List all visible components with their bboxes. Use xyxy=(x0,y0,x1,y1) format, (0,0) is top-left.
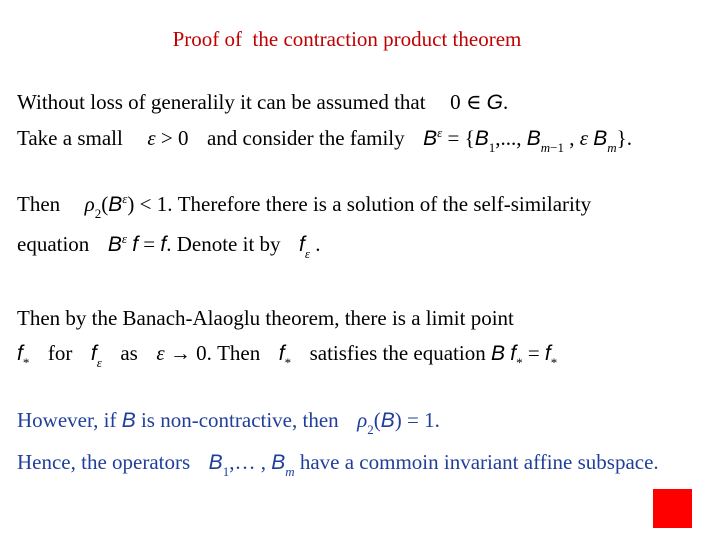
p3-l2-text-c: Then xyxy=(217,341,261,365)
p1-l2-math-a: ε > 0 xyxy=(147,126,189,150)
p3-l2-text-b: as xyxy=(120,341,138,365)
p2-l2-text-a: equation xyxy=(17,232,90,256)
p4-l2-text-a: Hence, the operators xyxy=(17,450,191,474)
p1-l2-math-b: $B^\varepsilon = \{B_1$,..., $B_{m-1}$ , ε $B_m$}. xyxy=(423,125,633,155)
p3-l2-math-e: B $f_* = f_*$ xyxy=(490,341,558,370)
p3-l2-math-d: $f_*$ xyxy=(278,342,292,370)
p2-l1-text-b: Therefore there is a solution of the self-similarity xyxy=(177,192,592,216)
p2-l2-text-b: Denote it by xyxy=(176,232,281,256)
p2-l2-math-b: $f_\varepsilon$ . xyxy=(299,232,321,261)
p4-l1-math-a: B xyxy=(121,409,136,432)
p3-line-2 xyxy=(17,341,558,370)
p4-l1-text-a: However, if xyxy=(17,408,117,432)
p1-line-2 xyxy=(17,125,633,155)
p3-l2-text-a: for xyxy=(47,341,73,365)
p4-line-1 xyxy=(17,408,440,437)
p4-l1-math-b: $\rho_2(B) = 1$. xyxy=(357,408,440,437)
p2-line-2 xyxy=(17,231,321,261)
corner-red-square xyxy=(653,489,692,528)
p4-l1-text-b: is non-contractive, then xyxy=(140,408,339,432)
p2-l2-math: $B^\varepsilon$ f = f. xyxy=(107,231,172,256)
p3-l2-text-d: satisfies the equation xyxy=(309,341,486,365)
p3-l2-math-a: $f_*$ xyxy=(17,342,30,370)
p3-l2-math-c: ε → 0. xyxy=(156,341,212,365)
p1-l1-text: Without loss of generalily it can be assumed that xyxy=(17,90,426,114)
p1-l1-math: 0 ∈ G. xyxy=(450,90,509,114)
p2-l1-text-a: Then xyxy=(17,192,61,216)
p4-l2-math: $B_1,\dots$ , $B_m$ xyxy=(208,450,295,479)
p2-l1-math: $\rho_2(B^\varepsilon) < 1$. xyxy=(84,191,173,221)
slide-title: Proof of the contraction product theorem xyxy=(172,27,522,51)
p1-line-1 xyxy=(17,90,508,115)
p4-l2-text-b: have a commoin invariant affine subspace. xyxy=(299,450,659,474)
p1-l2-text-a: Take a small xyxy=(17,126,123,150)
p2-line-1 xyxy=(17,191,592,221)
p3-line-1: Then by the Banach-Alaoglu theorem, there is a limit point xyxy=(17,306,514,330)
p4-line-2 xyxy=(17,450,659,479)
p3-l2-math-b: $f_\varepsilon$ xyxy=(90,342,102,370)
p1-l2-text-b: and consider the family xyxy=(206,126,405,150)
